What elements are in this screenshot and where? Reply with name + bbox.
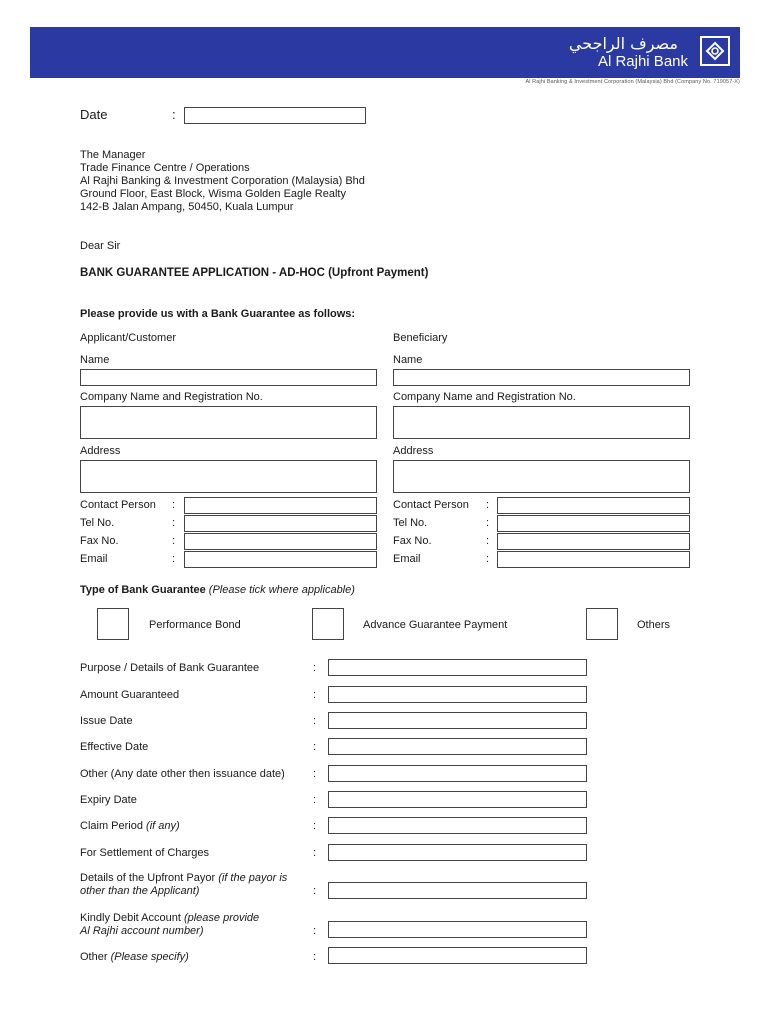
guarantee-type-title: Type of Bank Guarantee bbox=[80, 584, 206, 596]
applicant-company-field[interactable] bbox=[80, 406, 377, 439]
date-field[interactable] bbox=[184, 107, 366, 124]
date-colon: : bbox=[172, 107, 176, 122]
colon: : bbox=[313, 768, 317, 780]
debit-account-field[interactable] bbox=[328, 921, 587, 938]
colon: : bbox=[313, 689, 317, 701]
other-date-field[interactable] bbox=[328, 765, 587, 782]
effective-date-label: Effective Date bbox=[80, 741, 149, 753]
claim-period-text: Claim Period bbox=[80, 820, 143, 832]
date-label: Date bbox=[80, 107, 108, 122]
expiry-date-label: Expiry Date bbox=[80, 794, 137, 806]
applicant-name-label: Name bbox=[80, 354, 110, 366]
intro-text: Please provide us with a Bank Guarantee as follows: bbox=[80, 308, 356, 320]
colon: : bbox=[486, 499, 490, 511]
others-label: Others bbox=[637, 619, 671, 631]
claim-period-field[interactable] bbox=[328, 817, 587, 834]
beneficiary-name-field[interactable] bbox=[393, 369, 690, 386]
applicant-heading: Applicant/Customer bbox=[80, 332, 176, 344]
beneficiary-address-field[interactable] bbox=[393, 460, 690, 493]
applicant-fax-field[interactable] bbox=[184, 533, 377, 550]
colon: : bbox=[313, 951, 317, 963]
purpose-field[interactable] bbox=[328, 659, 587, 676]
beneficiary-contact-label: Contact Person bbox=[393, 499, 469, 511]
other-hint: (Please specify) bbox=[110, 951, 189, 963]
bank-logo-icon bbox=[700, 36, 730, 66]
colon: : bbox=[486, 553, 490, 565]
colon: : bbox=[313, 820, 317, 832]
guarantee-type-heading bbox=[80, 584, 355, 596]
colon: : bbox=[486, 535, 490, 547]
beneficiary-email-field[interactable] bbox=[497, 551, 690, 568]
advance-guarantee-label: Advance Guarantee Payment bbox=[363, 619, 508, 631]
issue-date-label: Issue Date bbox=[80, 715, 133, 727]
settlement-field[interactable] bbox=[328, 844, 587, 861]
colon: : bbox=[313, 925, 317, 937]
applicant-tel-label: Tel No. bbox=[80, 517, 115, 529]
debit-account-hint-1: (please provide bbox=[183, 912, 260, 924]
applicant-tel-field[interactable] bbox=[184, 515, 377, 532]
applicant-email-field[interactable] bbox=[184, 551, 377, 568]
colon: : bbox=[313, 794, 317, 806]
address-line: Trade Finance Centre / Operations bbox=[80, 162, 250, 174]
applicant-contact-label: Contact Person bbox=[80, 499, 156, 511]
colon: : bbox=[313, 741, 317, 753]
beneficiary-heading: Beneficiary bbox=[393, 332, 448, 344]
form-title: BANK GUARANTEE APPLICATION - AD-HOC (Upfront Payment) bbox=[80, 267, 429, 279]
address-line: 142-B Jalan Ampang, 50450, Kuala Lumpur bbox=[80, 201, 294, 213]
address-line: Al Rajhi Banking & Investment Corporation (Malaysia) Bhd bbox=[80, 175, 365, 187]
performance-bond-checkbox[interactable] bbox=[97, 608, 129, 640]
beneficiary-name-label: Name bbox=[393, 354, 423, 366]
colon: : bbox=[486, 517, 490, 529]
payor-hint-1: (if the payor is bbox=[218, 872, 288, 884]
purpose-label: Purpose / Details of Bank Guarantee bbox=[80, 662, 260, 674]
amount-field[interactable] bbox=[328, 686, 587, 703]
applicant-fax-label: Fax No. bbox=[80, 535, 119, 547]
other-specify-label bbox=[80, 951, 189, 963]
bank-name: Al Rajhi Bank bbox=[597, 53, 688, 70]
payor-text: Details of the Upfront Payor bbox=[80, 872, 216, 884]
expiry-date-field[interactable] bbox=[328, 791, 587, 808]
colon: : bbox=[313, 715, 317, 727]
applicant-email-label: Email bbox=[80, 553, 108, 565]
beneficiary-contact-field[interactable] bbox=[497, 497, 690, 514]
header-banner bbox=[30, 27, 740, 78]
effective-date-field[interactable] bbox=[328, 738, 587, 755]
beneficiary-address-label: Address bbox=[393, 445, 434, 457]
other-specify-field[interactable] bbox=[328, 947, 587, 964]
applicant-address-label: Address bbox=[80, 445, 121, 457]
applicant-name-field[interactable] bbox=[80, 369, 377, 386]
legal-line: Al Rajhi Banking & Investment Corporation (Malaysia) Bhd (Company No. 719057-X) bbox=[525, 79, 740, 85]
beneficiary-fax-field[interactable] bbox=[497, 533, 690, 550]
other-text: Other bbox=[80, 951, 108, 963]
colon: : bbox=[172, 499, 176, 511]
applicant-contact-field[interactable] bbox=[184, 497, 377, 514]
other-date-label: Other (Any date other then issuance date) bbox=[80, 768, 285, 780]
colon: : bbox=[313, 662, 317, 674]
address-line: The Manager bbox=[80, 149, 146, 161]
claim-period-label bbox=[80, 820, 180, 832]
amount-label: Amount Guaranteed bbox=[80, 689, 180, 701]
advance-guarantee-checkbox[interactable] bbox=[312, 608, 344, 640]
payor-field[interactable] bbox=[328, 882, 587, 899]
beneficiary-company-label: Company Name and Registration No. bbox=[393, 391, 576, 403]
applicant-address-field[interactable] bbox=[80, 460, 377, 493]
beneficiary-email-label: Email bbox=[393, 553, 421, 565]
beneficiary-tel-label: Tel No. bbox=[393, 517, 428, 529]
colon: : bbox=[313, 847, 317, 859]
settlement-label: For Settlement of Charges bbox=[80, 847, 210, 859]
salutation: Dear Sir bbox=[80, 240, 121, 252]
bank-name-arabic: مصرف الراجحي bbox=[568, 34, 678, 53]
debit-account-hint-2: Al Rajhi account number) bbox=[80, 925, 204, 937]
claim-period-hint: (if any) bbox=[146, 820, 180, 832]
colon: : bbox=[172, 553, 176, 565]
issue-date-field[interactable] bbox=[328, 712, 587, 729]
debit-account-text: Kindly Debit Account bbox=[80, 912, 181, 924]
colon: : bbox=[172, 517, 176, 529]
others-checkbox[interactable] bbox=[586, 608, 618, 640]
performance-bond-label: Performance Bond bbox=[149, 619, 241, 631]
applicant-company-label: Company Name and Registration No. bbox=[80, 391, 263, 403]
beneficiary-tel-field[interactable] bbox=[497, 515, 690, 532]
colon: : bbox=[313, 885, 317, 897]
payor-hint-2: other than the Applicant) bbox=[80, 885, 200, 897]
payor-label bbox=[80, 872, 287, 884]
debit-account-label bbox=[80, 912, 259, 924]
beneficiary-company-field[interactable] bbox=[393, 406, 690, 439]
colon: : bbox=[172, 535, 176, 547]
beneficiary-fax-label: Fax No. bbox=[393, 535, 432, 547]
guarantee-type-hint: (Please tick where applicable) bbox=[208, 584, 355, 596]
address-line: Ground Floor, East Block, Wisma Golden Eagle Realty bbox=[80, 188, 346, 200]
